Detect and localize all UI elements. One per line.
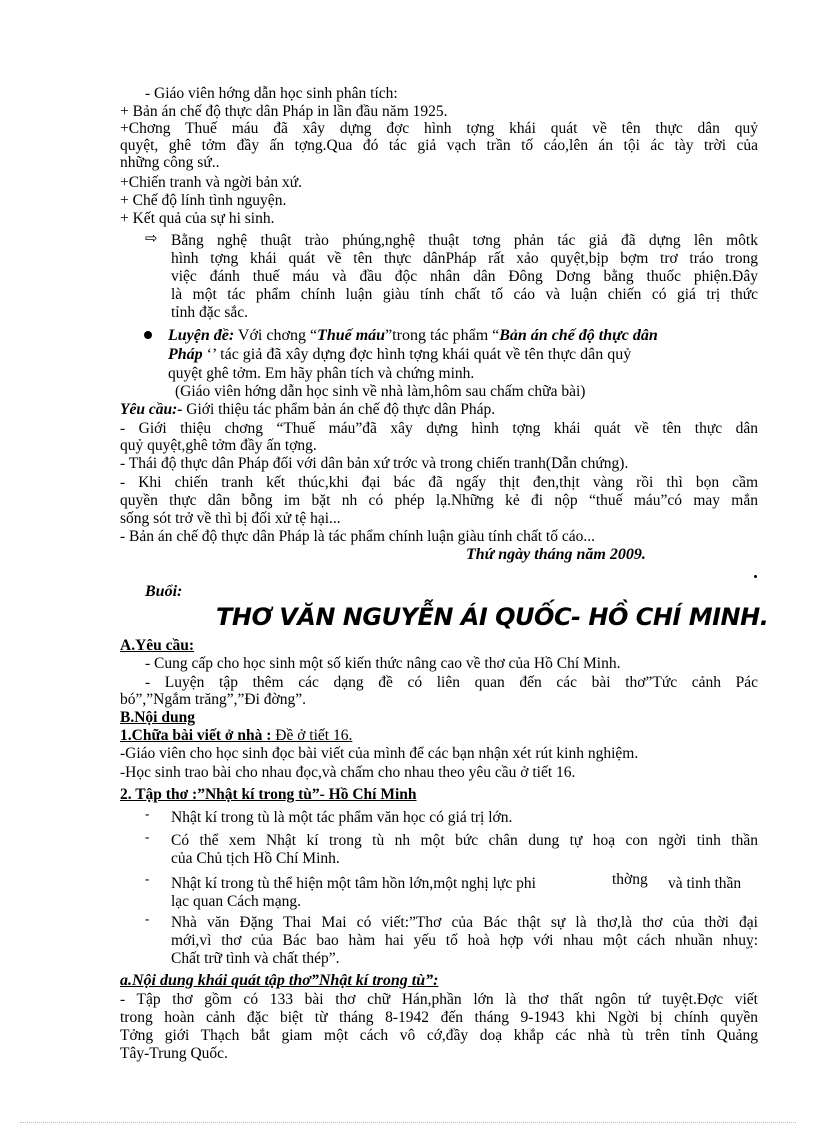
list-item: Chất trữ tình và chất thép”. — [171, 950, 340, 967]
conclusion-line: Bằng nghệ thuật trào phúng,nghệ thuật tơng phản tác giả đã dựng lên môtk — [171, 232, 758, 249]
part-a-line: bó”,”Ngắm trăng”,”Đi đờng”. — [120, 691, 306, 708]
part-b-heading: B.Nội dung — [120, 709, 195, 726]
conclusion-line: việc đánh thuế máu và đầu độc nhân dân Đông Dơng bằng thuốc phiện.Đây — [171, 268, 758, 285]
requirement-line: - Bản án chế độ thực dân Pháp là tác phẩm chính luận giàu tính chất tố cáo... — [120, 528, 595, 545]
point-line: quyệt, ghê tởm đầy ấn tợng.Qua đó tác giả vạch trần tố cáo,lên án tội ác tày trời của — [120, 137, 758, 154]
practice-line: (Giáo viên hớng dẫn học sinh về nhà làm,hôm sau chấm chữa bài) — [175, 383, 586, 400]
practice-line: quyệt ghê tởm. Em hãy phân tích và chứng minh. — [168, 365, 475, 382]
page-title: THƠ VĂN NGUYỄN ÁI QUỐC- HỒ CHÍ MINH. — [216, 603, 769, 631]
requirement-line: - Khi chiến tranh kết thúc,khi đại bác đã ngấy thịt đen,thịt vàng rồi thì bọn cầm — [120, 474, 758, 491]
point-line: + Chế độ lính tình nguyện. — [120, 192, 287, 209]
subsection-1-line: -Học sinh trao bài cho nhau đọc,và chấm cho nhau theo yêu cầu ở tiết 16. — [120, 764, 576, 781]
practice-text: Pháp — [168, 346, 203, 363]
dash-bullet-icon: - — [145, 829, 150, 844]
requirement-line: - Thái độ thực dân Pháp đối với dân bản xứ trớc và trong chiến tranh(Dẫn chứng). — [120, 455, 629, 472]
list-item: lạc quan Cách mạng. — [171, 893, 301, 910]
bullet-icon — [144, 331, 152, 339]
conclusion-line: hình tợng khái quát về tên thực dânPháp rất xảo quyệt,bịp bợm trơ tráo trong — [171, 250, 758, 267]
point-line: +Chiến tranh và ngời bản xứ. — [120, 174, 303, 191]
list-item: của Chủ tịch Hồ Chí Minh. — [171, 850, 340, 867]
requirement-text: Giới thiệu tác phẩm bản án chế độ thực dân Pháp. — [182, 401, 496, 418]
intro-line: - Giáo viên hớng dẫn học sinh phân tích: — [145, 85, 398, 102]
point-line: những công sứ.. — [120, 154, 220, 171]
subsection-a-heading: a.Nội dung khái quát tập thơ”Nhật kí trong tù”: — [120, 972, 439, 989]
practice-line — [168, 327, 658, 344]
requirement-line: quyền thực dân bỗng im bặt nh có phép lạ.Những kẻ đi nộp “thuế máu”có may mắn — [120, 492, 758, 509]
part-a-heading: A.Yêu cầu: — [120, 637, 195, 654]
list-item: Nhà văn Đặng Thai Mai có viết:”Thơ của Bác thật sự là thơ,là thơ của thời đại — [171, 914, 758, 931]
practice-label: Luyện đề: — [168, 327, 235, 344]
list-item: và tinh thần — [668, 875, 742, 892]
practice-text: Bản án chế độ thực dân — [499, 327, 658, 344]
practice-text: ‘’ tác giả đã xây dựng đợc hình tợng khái quát về tên thực dân quỷ — [202, 346, 632, 363]
date-line: Thứ ngày tháng năm 2009. — [466, 546, 646, 563]
practice-text: Thuế máu — [317, 327, 386, 344]
subsection-a-line: trong hoàn cảnh đặc biệt từ tháng 8-1942 đến tháng 9-1943 khi Ngời bị chính quyền — [120, 1009, 758, 1026]
subsection-2-heading: 2. Tập thơ :”Nhật kí trong tù”- Hồ Chí Minh — [120, 786, 417, 803]
subsection-a-line: - Tập thơ gồm có 133 bài thơ chữ Hán,phần lớn là thơ thất ngôn tứ tuyệt.Đợc viết — [120, 991, 758, 1008]
list-item: Nhật kí trong tù thể hiện một tâm hồn lớn,một nghị lực phi — [171, 875, 536, 892]
session-label: Buổi: — [145, 583, 183, 600]
list-item: mới,vì thơ của Bác bao hàm hai yếu tố hoà hợp với nhau một cách nhuần nhuỵ: — [171, 932, 758, 949]
requirement-line: - Giới thiệu chơng “Thuế máu”đã xây dựng hình tợng khái quát về tên thực dân — [120, 420, 758, 437]
requirement-line: sống sót trở về thì bị đối xử tệ hại... — [120, 510, 341, 527]
dash-bullet-icon: - — [145, 871, 150, 886]
point-line: + Bản án chế độ thực dân Pháp in lần đầu năm 1925. — [120, 103, 448, 120]
list-item: Nhật kí trong tù là một tác phẩm văn học có giá trị lớn. — [171, 809, 513, 826]
stray-dot — [754, 575, 757, 578]
subsection-1-line — [120, 727, 352, 744]
conclusion-line: tỉnh đặc sắc. — [171, 304, 249, 321]
practice-text: Với chơng “ — [234, 327, 318, 344]
arrow-right-icon: ⇨ — [145, 229, 158, 247]
conclusion-line: là một tác phẩm chính luận giàu tính chất tố cáo và luận chiến có giá trị thức — [171, 286, 758, 303]
dash-bullet-icon: - — [145, 806, 150, 821]
requirement-line — [120, 401, 495, 418]
subsection-1-line: -Giáo viên cho học sinh đọc bài viết của mình để các bạn nhận xét rút kinh nghiệm. — [120, 745, 639, 762]
subsection-a-line: Tây-Trung Quốc. — [120, 1045, 228, 1062]
point-line: + Kết quả của sự hi sinh. — [120, 210, 275, 227]
subsection-1-text: Đề ở tiết 16. — [271, 727, 353, 744]
point-line: +Chơng Thuế máu đã xây dựng đợc hình tợng khái quát về tên thực dân quỷ — [120, 120, 758, 137]
part-a-line: - Cung cấp cho học sinh một số kiến thức nâng cao về thơ của Hồ Chí Minh. — [145, 655, 621, 672]
practice-text: ”trong tác phẩm “ — [385, 327, 500, 344]
requirement-line: quỷ quyệt,ghê tởm đầy ấn tợng. — [120, 437, 317, 454]
list-item-word: thờng — [612, 871, 648, 888]
practice-line — [168, 346, 631, 363]
requirement-label: Yêu cầu:- — [120, 401, 183, 418]
subsection-a-line: Tởng giới Thạch bắt giam một cách vô cớ,đầy doạ khắp các nhà tù trên tỉnh Quảng — [120, 1027, 758, 1044]
subsection-1-heading: 1.Chữa bài viết ở nhà : — [120, 727, 272, 744]
list-item: Có thể xem Nhật kí trong tù nh một bức chân dung tự hoạ con ngời tinh thần — [171, 832, 758, 849]
part-a-line: - Luyện tập thêm các dạng đề có liên quan đến các bài thơ”Tức cảnh Pác — [145, 674, 758, 691]
dash-bullet-icon: - — [145, 911, 150, 926]
